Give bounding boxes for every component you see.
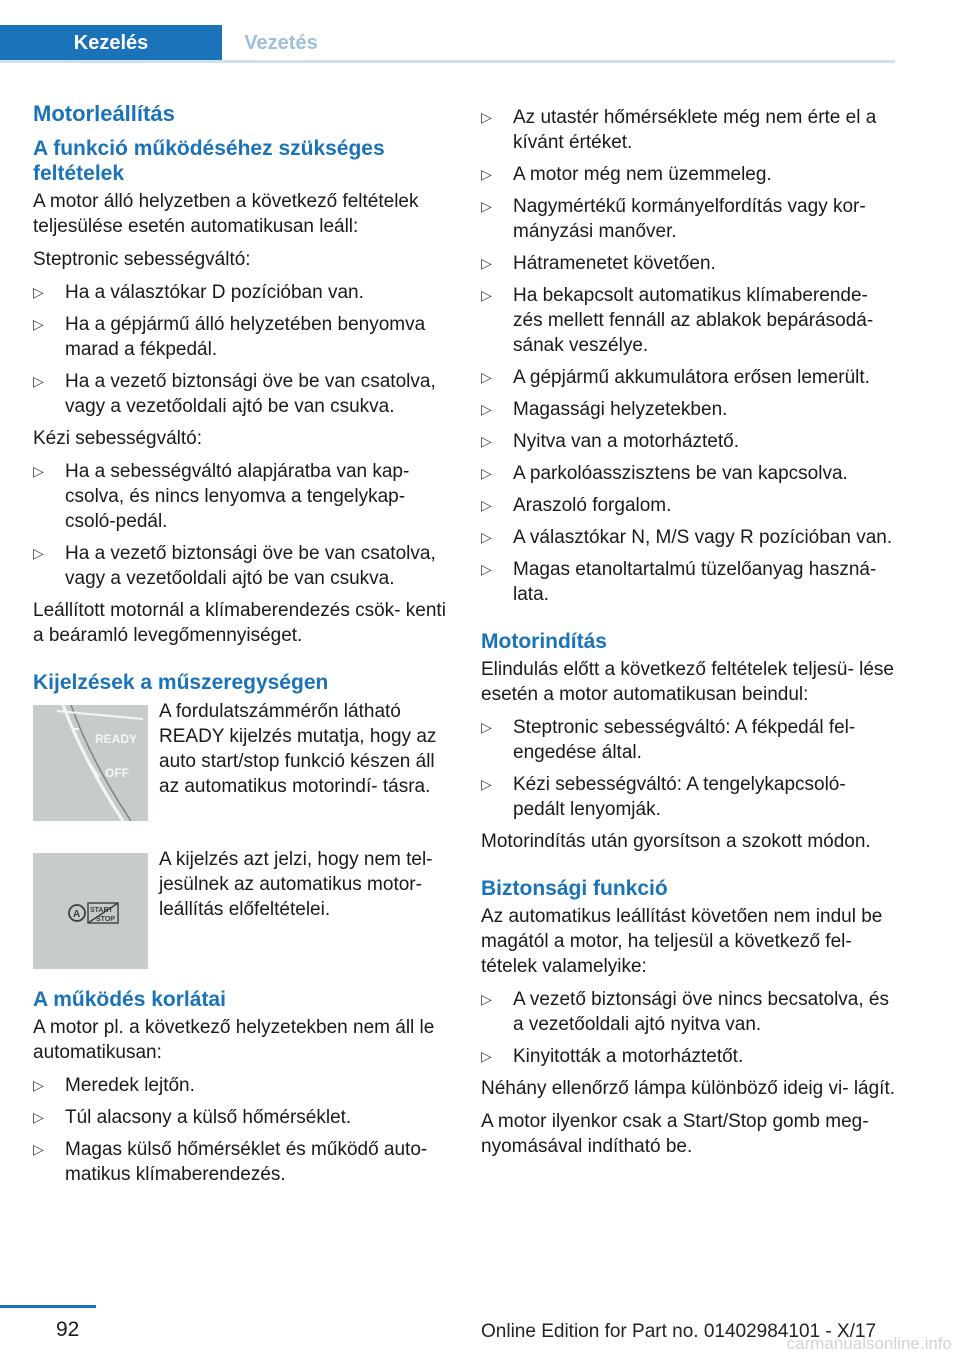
triangle-bullet-icon: ▷ <box>481 166 492 182</box>
list-item: ▷ Araszoló forgalom. <box>481 495 672 516</box>
heading-motorinditas: Motorindítás <box>481 630 607 653</box>
triangle-bullet-icon: ▷ <box>33 373 44 389</box>
biztonsagi-list <box>481 987 896 1069</box>
korlatai-list-continued <box>481 105 896 607</box>
motorinditas-list <box>481 715 896 822</box>
triangle-bullet-icon: ▷ <box>481 719 492 735</box>
heading-biztonsagi: Biztonsági funkció <box>481 877 668 900</box>
list-item: ▷ Kinyitották a motorháztetőt. <box>481 1046 744 1067</box>
heading-motorleallitas: Motorleállítás <box>33 101 175 126</box>
list-item: ▷ A motor még nem üzemmeleg. <box>481 164 772 185</box>
list-item: ▷ Az utastér hőmérséklete még nem érte el a kívánt értéket. <box>481 107 877 153</box>
list-item: ▷ A gépjármű akkumulátora erősen lemerült. <box>481 367 870 388</box>
triangle-bullet-icon: ▷ <box>481 561 492 577</box>
paragraph-motorinditas: Elindulás előtt a következő feltételek teljesü‐ lése esetén a motor automatikusan beindul: <box>481 659 894 705</box>
list-item: ▷ Steptronic sebességváltó: A fékpedál fel‐ engedése által. <box>481 717 856 763</box>
display-ready <box>33 699 448 817</box>
paragraph-kezi: Kézi sebességváltó: <box>33 428 202 449</box>
korlatai-list <box>33 1073 448 1187</box>
left-column <box>33 100 448 1194</box>
triangle-bullet-icon: ▷ <box>481 255 492 271</box>
paragraph-steptronic: Steptronic sebességváltó: <box>33 249 251 270</box>
page-number: 92 <box>56 1318 80 1341</box>
ready-gauge-icon <box>33 705 148 821</box>
triangle-bullet-icon: ▷ <box>481 401 492 417</box>
svg-text:STOP: STOP <box>96 916 115 923</box>
auto-start-stop-icon <box>33 853 148 969</box>
list-item: ▷ Magassági helyzetekben. <box>481 399 728 420</box>
list-item: ▷ Hátramenetet követően. <box>481 253 716 274</box>
edition-note: Online Edition for Part no. 01402984101 - X/17 <box>481 1321 877 1342</box>
paragraph-startstop: A motor ilyenkor csak a Start/Stop gomb meg‐ nyomásával indítható be. <box>481 1111 869 1157</box>
triangle-bullet-icon: ▷ <box>481 198 492 214</box>
svg-text:OFF: OFF <box>105 766 129 780</box>
paragraph-korlatai: A motor pl. a következő helyzetekben nem áll le automatikusan: <box>33 1017 435 1063</box>
list-item: ▷ Nagymértékű kormányelfordítás vagy kor‐ mányzási manőver. <box>481 196 866 242</box>
chapter-tabs <box>0 25 895 62</box>
paragraph-intro: A motor álló helyzetben a következő feltételek teljesülése esetén automatikusan leáll: <box>33 191 419 237</box>
list-item: ▷ Ha bekapcsolt automatikus klímaberende‐ zés mellett fennáll az ablakok bepárásodá‐ sának veszélye. <box>481 285 874 356</box>
triangle-bullet-icon: ▷ <box>481 776 492 792</box>
triangle-bullet-icon: ▷ <box>33 1077 44 1093</box>
tab-divider <box>0 60 895 63</box>
steptronic-list <box>33 280 448 419</box>
ready-display-image <box>33 705 148 821</box>
list-item: ▷ Ha a gépjármű álló helyzetében benyomva marad a fékpedál. <box>33 314 426 360</box>
triangle-bullet-icon: ▷ <box>481 1048 492 1064</box>
list-item: ▷ Ha a vezető biztonsági öve be van csatolva, vagy a vezetőoldali ajtó be van csukva. <box>33 371 436 417</box>
list-item: ▷ Ha a sebességváltó alapjáratba van kap‐ csolva, és nincs lenyomva a tengelykap‐ csoló-pedál. <box>33 461 410 532</box>
triangle-bullet-icon: ▷ <box>481 109 492 125</box>
list-item: ▷ Túl alacsony a külső hőmérséklet. <box>33 1107 352 1128</box>
start-stop-display-image <box>33 853 148 969</box>
start-stop-description: A kijelzés azt jelzi, hogy nem tel‐ jesülnek az automatikus motor‐ leállítás előfeltételei. <box>159 849 433 920</box>
list-item: ▷ A választókar N, M/S vagy R pozícióban van. <box>481 527 893 548</box>
list-item: ▷ Ha a választókar D pozícióban van. <box>33 282 364 303</box>
kezi-list <box>33 459 448 591</box>
heading-kijelzesek: Kijelzések a műszeregységen <box>33 671 329 694</box>
list-item: ▷ A parkolóasszisztens be van kapcsolva. <box>481 463 848 484</box>
list-item: ▷ Magas etanoltartalmú tüzelőanyag haszná‐ lata. <box>481 559 877 605</box>
tab-vezetes[interactable]: Vezetés <box>244 32 318 54</box>
tab-kezeles[interactable]: Kezelés <box>0 25 222 60</box>
paragraph-biztonsagi: Az automatikus leállítást követően nem indul be magától a motor, ha teljesül a következő fel‐ tételek valamelyike: <box>481 906 883 977</box>
triangle-bullet-icon: ▷ <box>481 433 492 449</box>
display-start-stop <box>33 847 448 965</box>
paragraph-klima: Leállított motornál a klímaberendezés csök‐ kenti a beáramló levegőmennyiséget. <box>33 600 446 646</box>
triangle-bullet-icon: ▷ <box>33 545 44 561</box>
triangle-bullet-icon: ▷ <box>481 497 492 513</box>
list-item: ▷ Nyitva van a motorháztető. <box>481 431 739 452</box>
right-column <box>481 105 896 1167</box>
list-item: ▷ Kézi sebességváltó: A tengelykapcsoló- pedált lenyomják. <box>481 774 846 820</box>
footer-rule <box>0 1305 96 1308</box>
triangle-bullet-icon: ▷ <box>481 369 492 385</box>
triangle-bullet-icon: ▷ <box>481 529 492 545</box>
svg-text:READY: READY <box>95 732 138 746</box>
triangle-bullet-icon: ▷ <box>33 1109 44 1125</box>
ready-description: A fordulatszámmérőn látható READY kijelzés mutatja, hogy az auto start/stop funkció készen áll az automatikus motorindí‐ tásra. <box>159 701 437 797</box>
heading-feltetelek: A funkció működéséhez szükséges feltételek <box>33 137 385 185</box>
triangle-bullet-icon: ▷ <box>33 316 44 332</box>
list-item: ▷ Ha a vezető biztonsági öve be van csatolva, vagy a vezetőoldali ajtó be van csukva. <box>33 543 436 589</box>
list-item: ▷ Meredek lejtőn. <box>33 1075 195 1096</box>
watermark: carmanualsonline.info <box>786 1334 952 1353</box>
list-item: ▷ A vezető biztonsági öve nincs becsatolva, és a vezetőoldali ajtó nyitva van. <box>481 989 890 1035</box>
list-item: ▷ Magas külső hőmérséklet és működő auto‐ matikus klímaberendezés. <box>33 1139 428 1185</box>
triangle-bullet-icon: ▷ <box>481 991 492 1007</box>
svg-text:START: START <box>90 907 113 914</box>
triangle-bullet-icon: ▷ <box>33 463 44 479</box>
heading-korlatai: A működés korlátai <box>33 988 226 1011</box>
triangle-bullet-icon: ▷ <box>33 284 44 300</box>
paragraph-utan: Motorindítás után gyorsítson a szokott módon. <box>481 831 871 852</box>
triangle-bullet-icon: ▷ <box>481 465 492 481</box>
svg-text:A: A <box>73 909 81 920</box>
triangle-bullet-icon: ▷ <box>481 287 492 303</box>
triangle-bullet-icon: ▷ <box>33 1141 44 1157</box>
paragraph-lampa: Néhány ellenőrző lámpa különböző ideig vi‐ lágít. <box>481 1078 896 1099</box>
